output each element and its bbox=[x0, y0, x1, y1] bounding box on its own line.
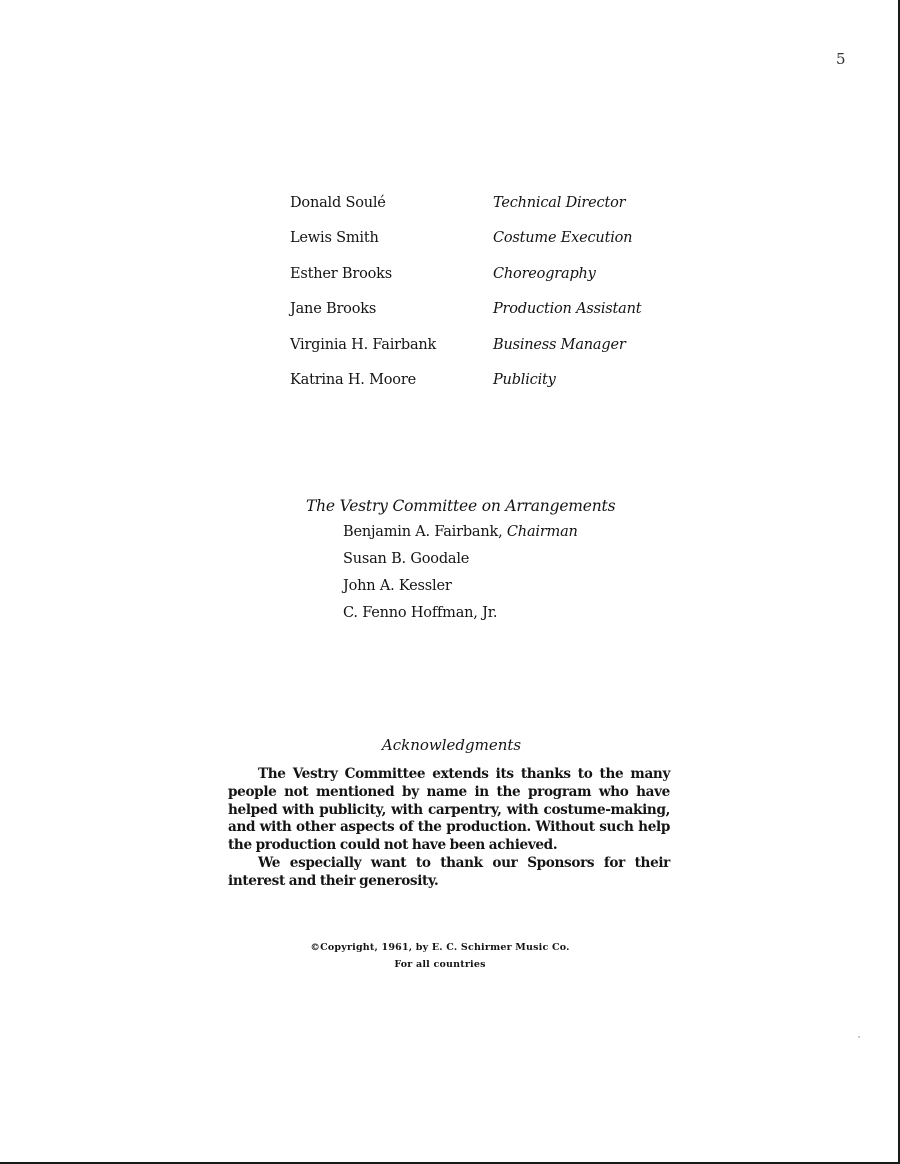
staff-row bbox=[290, 372, 690, 407]
copyright-countries: For all countries bbox=[394, 959, 486, 970]
vestry-member bbox=[343, 578, 726, 605]
copyright-line: ©Copyright, 1961, by E. C. Schirmer Music Co. bbox=[310, 942, 570, 953]
staff-role: Costume Execution bbox=[493, 230, 633, 247]
acknowledgments-paragraph: The Vestry Committee extends its thanks to the many people not mentioned by name in the program who have helped with publicity, with carpentry, with costume-making, and with other aspects of the production. Without such help the production could not have been achieved. bbox=[228, 766, 670, 854]
staff-row bbox=[290, 266, 690, 301]
staff-name: Virginia H. Fairbank bbox=[290, 336, 437, 353]
staff-list bbox=[290, 195, 690, 407]
staff-role: Production Assistant bbox=[493, 301, 642, 318]
vestry-member-name: Benjamin A. Fairbank, bbox=[343, 524, 507, 540]
acknowledgments-paragraph: We especially want to thank our Sponsors for their interest and their generosity. bbox=[228, 854, 670, 889]
staff-name: Jane Brooks bbox=[290, 301, 377, 318]
staff-row bbox=[290, 301, 690, 336]
vestry-member bbox=[343, 551, 726, 578]
vestry-committee bbox=[306, 497, 726, 632]
vestry-committee-title: The Vestry Committee on Arrangements bbox=[306, 497, 616, 515]
acknowledgments bbox=[228, 736, 670, 891]
staff-role: Technical Director bbox=[493, 195, 626, 211]
staff-row bbox=[290, 337, 690, 372]
vestry-member bbox=[343, 524, 726, 551]
staff-name: Donald Soulé bbox=[290, 195, 386, 211]
vestry-member bbox=[343, 605, 726, 632]
staff-role: Publicity bbox=[493, 371, 556, 388]
vestry-member-name: John A. Kessler bbox=[343, 578, 452, 594]
vestry-member-name: Susan B. Goodale bbox=[343, 551, 470, 567]
staff-row bbox=[290, 230, 690, 265]
page-number: 5 bbox=[836, 50, 846, 68]
copyright-notice bbox=[200, 939, 680, 973]
staff-row bbox=[290, 195, 690, 230]
staff-name: Esther Brooks bbox=[290, 265, 392, 282]
staff-role: Business Manager bbox=[493, 336, 626, 353]
staff-name: Lewis Smith bbox=[290, 230, 379, 247]
vestry-member-name: C. Fenno Hoffman, Jr. bbox=[343, 605, 498, 621]
vestry-member-role: Chairman bbox=[506, 524, 578, 540]
staff-name: Katrina H. Moore bbox=[290, 371, 416, 388]
staff-role: Choreography bbox=[493, 265, 596, 282]
vestry-member-list bbox=[343, 524, 726, 632]
scan-speck bbox=[858, 1036, 860, 1038]
acknowledgments-title: Acknowledgments bbox=[381, 736, 522, 754]
